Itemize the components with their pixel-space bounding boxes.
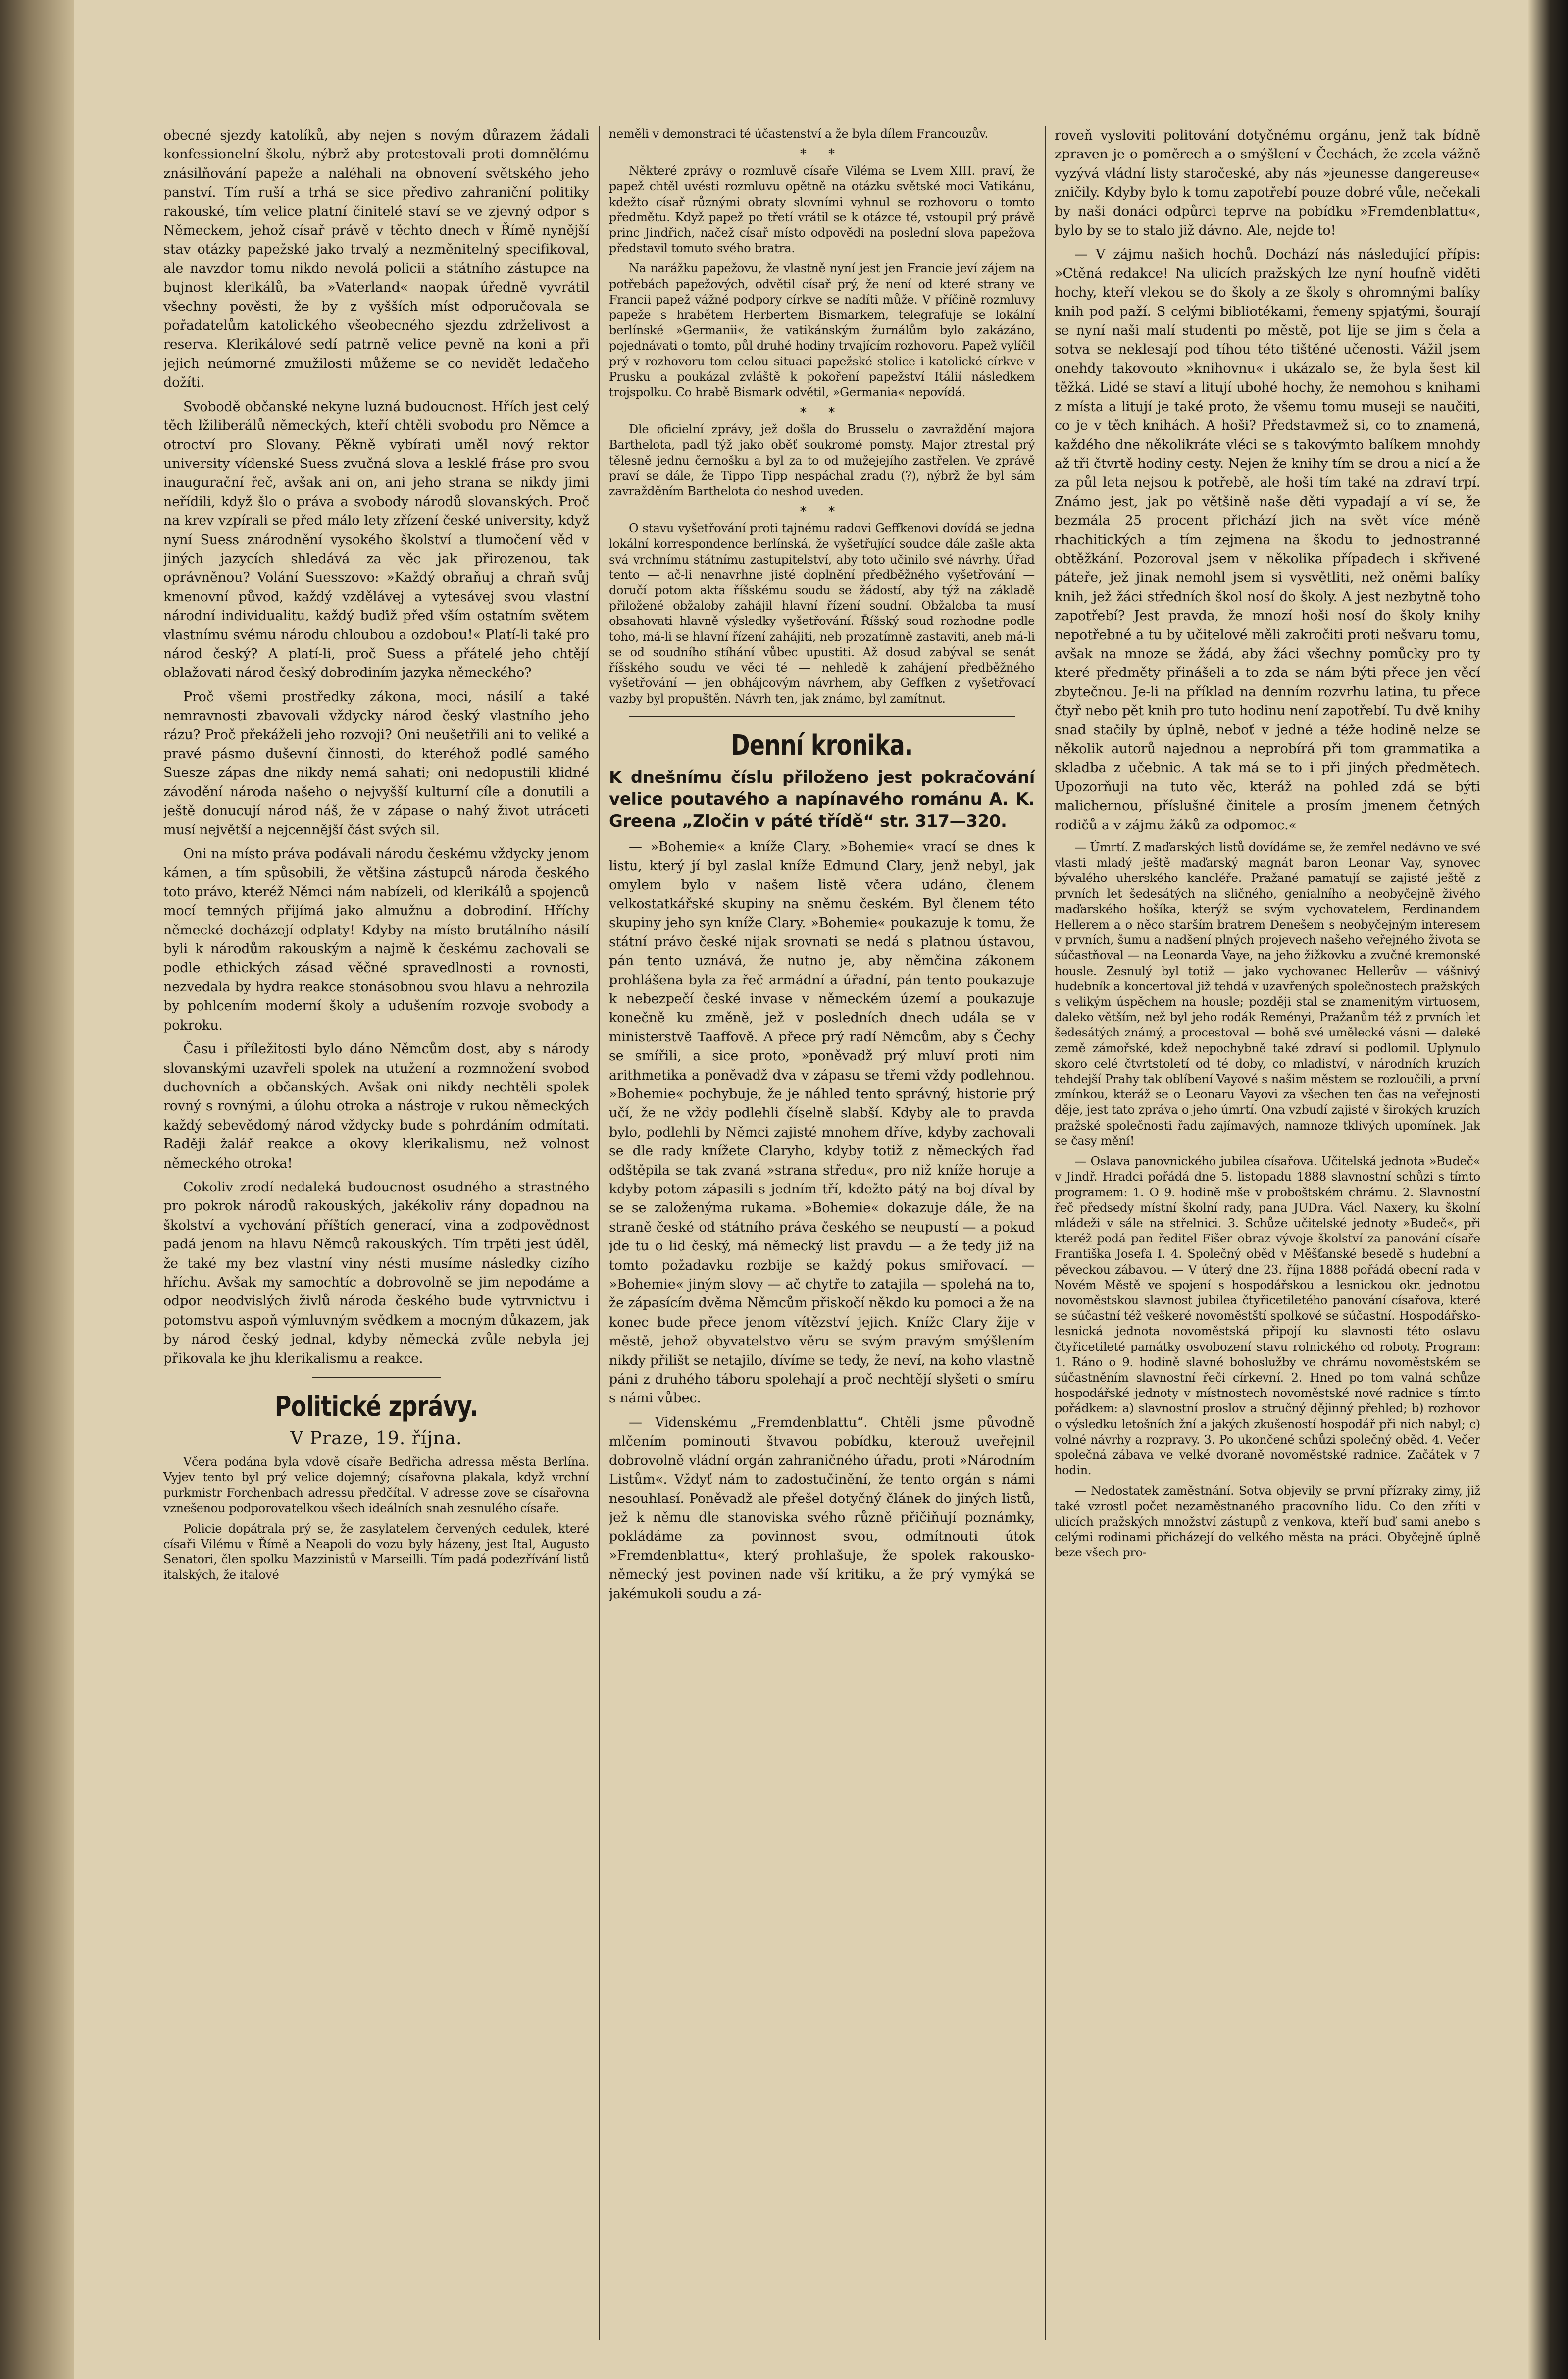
ornament-asterisks: * *: [800, 147, 844, 162]
news-item: — Oslava panovnického jubilea císařova. Učitelská jednota »Budeč« v Jindř. Hradci pořádá dne 5. listopadu 1888 slavnostní schůzi s tímto programem: 1. O 9. hodině mše v proboštském chrámu. 2. Slavnostní řeč předsedy místní školní rady, pana JUDra. Václ. Naxery, ku školní mládeži v sále na střelnici. 3. Schůze učitelské jednoty »Budeč«, při kteréž podá pan ředitel Fišer obraz vývoje školství za panování císaře Františka Josefa I. 4. Společný oběd v Měšťanské besedě s hudební a pěveckou zábavou. — V úterý dne 23. října 1888 pořádá obecní rada v Novém Městě ve spojení s hospodářskou a lesnickou okr. jednotou novoměstskou slavnost jubilea čtyřicetiletého panování císařova, které se súčastní též veškeré novoměstští spolkové se súčastní. Hospodářsko-lesnická jednota novoměstská připojí ku slavnosti této oslavu čtyřicetileté památky osvobození stavu rolnického od roboty. Program: 1. Ráno o 9. hodině slavné bohoslužby ve chrámu novoměstském se súčastněním slavnostní řeči církevní. 2. Hned po tom valná schůze hospodářské jednoty v místnostech novoměstské nové radnice s tímto pořádkem: a) slavnostní proslov a stručný dějinný přehled; b) rozhovor o výsledku letošních žní a jakých zkušeností hospodář při nich nabyl; c) volné návrhy a rozpravy. 3. Po ukončené schůzi společný oběd. 4. Večer společná zábava ve velké dvoraně novoměstské radnice. Začátek v 7 hodin.: [1055, 1154, 1480, 1478]
supplement-notice: K dnešnímu číslu přiloženo jest pokračování velice poutavého a napínavého románu A. K. Greena „Zločin v páté třídě“ str. 317—320.: [609, 767, 1035, 831]
column-middle: [609, 126, 1035, 2340]
chronicle-item: — »Bohemie« a kníže Clary. »Bohemie« vrací se dnes k listu, který jí byl zaslal kníže Edmund Clary, jenž nebyl, jak omylem bylo v našem listě včera udáno, členem velkostatkářské skupiny na sněmu českém. Byl členem této skupiny jeho syn kníže Clary. »Bohemie« poukazuje k tomu, že státní právo české nijak srovnati se nedá s platnou ústavou, pán tento uznává, že nutno je, aby němčina zákonem prohlášena byla za řeč armádní a úřadní, pán tento poukazuje k nebezpečí české invase v německém území a poukazuje konečně ku změně, jež v posledních dnech udála se v ministerstvě Taaffově. A přece prý radí Němcům, aby s Čechy se smířili, a sice proto, »poněvadž prý mluví proti nim arithmetika a poněvadž dva v zápasu se třemi vždy podlehnou. »Bohemie« pochybuje, že je náhled tento správný, historie prý učí, že ne vždy podlehli číselně slabší. Kdyby ale to pravda bylo, podlehli by Němci zajisté mnohem dříve, kdyby zachovali se dle rady knížete Claryho, kdyby totiž z německých řad odštěpila se tak zvaná »strana středu«, pro niž kníže horuje a kdyby potom zápasili s jedním tří, kdežto pátý na boj díval by se se založenýma rukama. »Bohemie« dokazuje dále, že na straně české od státního práva českého se neupustí — a pokud jde tu o lid český, má německý list pravdu — a že tedy již na tomto požadavku rozbije se každý pokus smiřovací. — »Bohemie« jiným slovy — ač chytře to zatajila — spolehá na to, že zápasícím dvěma Němcům přiskočí někdo ku pomoci a že na konec bude přece jenom vítězství jejich. Knížc Clary žije v městě, jehož obyvatelstvo věru se svým pravým smýšlením nikdy přilišt se netajilo, dívíme se tedy, že neví, na koho vlastně páni z druhého táboru spolehají a proč nechtějí slyšeti o smíru s námi vůbec.: [609, 839, 1035, 1406]
news-item: — Nedostatek zaměstnání. Sotva objevily se první přízraky zimy, již také vzrostl počet nezaměstnaného pracovního lidu. Co den zříti v ulicích pražských množství zástupů z venkova, kteří buď sami anebo s celými rodinami přicházejí do velkého města na práci. Obyčejně úplně beze všech pro-: [1055, 1484, 1480, 1560]
separator-rule: [629, 716, 1015, 717]
news-item: Policie dopátrala prý se, že zasylatelem červených cedulek, které císaři Vilému v Římě a Neapoli do vozu byly házeny, jest Ital, Augusto Senatori, člen spolku Mazzinistů v Marseilli. Tím padá podezřívání listů italských, že italové: [163, 1521, 589, 1582]
article-paragraph: Cokoliv zrodí nedaleká budoucnost osudného a strastného pro pokrok národů rakouských, jakékoliv rány dopadnou na školství a vychování příštích generací, vina a zodpovědnost padá jenom na hlavu Němců rakouských. Tím trpěti jest úděl, že také my bez vlastní viny nésti musíme následky cizího hříchu. Avšak my samochtíc a dobrovolně se jim nepodáme a odpor neodvislých živlů národa českého bude vytrvnictvu i potomstvu aspoň výmluvným svědkem a mocným důkazem, jak by národ český jednal, kdyby německá zvůle nebyla jej přikovala ke jhu klerikalismu a reakce.: [163, 1179, 589, 1366]
news-item: neměli v demonstraci té účastenství a že byla dílem Francouzův.: [609, 127, 988, 141]
chronicle-item: — V zájmu našich hochů. Dochází nás následující přípis: »Ctěná redakce! Na ulicích pražských lze nyní houfně viděti hochy, kteří vlekou se do školy a ze školy s ohromnými balíky knih pod paží. S celými bibliotékami, řemeny spjatými, šourají se nyní naši malí studenti po městě, pot lije se jim s čela a sotva se neklesají pod tíhou této tištěné učenosti. Vážil jsem onehdy takovouto »knihovnu« i ukázalo se, že byla šest kil těžká. Lidé se staví a litují ubohé hochy, že nemohou s knihami z místa a litují je také proto, že všemu tomu museji se naučiti, co je v těch knihách. A hoši? Představmež si, co to znamená, každého dne několikráte vléci se s takovýmto balíkem mnohdy až tři čtvrtě hodiny cesty. Nejen že knihy tím se drou a nicí a že za půl leta nejsou k potřebě, ale hoši tím také na zdraví trpí. Známo jest, jak po většině naše děti vypadají a ví se, že bezmála 25 procent přichází jich na svět více méně rhachitických a tím zejmena na škodu to jednostranné obtěžkání. Pozoroval jsem v několika případech i skřivené páteře, jež jinak nemohl jsem si vysvětliti, než oněmi balíky knih, jež žáci středních škol nosí do školy. A jest nezbytně toho zapotřebí? Jest pravda, že mnozí hoši nosí do školy knihy nepotřebné a tu by učitelové měli zakročiti proti nešvaru tomu, avšak na mnoze se žádá, aby žáci všechny pomůcky pro ty které předměty přinášeli a to zda se nám býti přece jen věcí zbytečnou. Je-li na příklad na denním rozvrhu latina, tu přece čtyř nebo pět knih pro tuto hodinu není zapotřebí. Tu dvě knihy snad stačily by úplně, neboť v jedné a téže hodině nelze se několik autorů najednou a neprobírá při tom grammatika a skladba z učebnic. A tak má se to i při jiných předmětech. Upozorňuji na tuto věc, kteráž na pohled zdá se býti malichernou, příslušné činitele a prosím jmenem četných rodičů a v zájmu žáků za odpomoc.«: [1055, 247, 1480, 833]
column-left: [163, 126, 589, 2340]
news-item: — Úmrtí. Z maďarských listů dovídáme se, že zemřel nedávno ve své vlasti mladý ještě maďarský magnát baron Leonar Vay, synovec bývalého uherského kancléře. Pražané pamatují se zajisté ještě z prvních let šedesátých na sličného, genialního a neobyčejně živého maďarského hošíka, kterýž se svým vychovatelem, Ferdinandem Hellerem a o něco starším bratrem Denešem s neobyčejným interesem v prvních, šumu a nadšení plných projevech našeho veřejného života se súčastňoval — na Leonarda Vaye, na jeho žižkovku a zvučné kremonské housle. Zesnulý byl totiž — jako vychovanec Hellerův — vášnivý hudebník a koncertoval již tehdá v uzavřených společnostech pražských s velikým úspěchem na housle; později stal se znamenitým virtuosem, daleko větším, než byl jeho rodák Reményi, Pražanům též z prvních let šedesátých známý, a procestoval — bohě své umělecké vásni — daleké země zámořské, kdež nepochybně také zdraví si podlomil. Uplynulo skoro celé čtvrtstoletí od té doby, co mladiství, v národních kruzích tehdejší Prahy tak oblíbení Vayové s našim městem se rozloučili, a první zmínkou, kteráž se o Leonaru Vayovi za všechen ten čas na veřejnosti děje, jest tato zpráva o jeho úmrtí. Ona vzbudí zajisté v širokých kruzích pražské společnosti řadu zajímavých, namnoze tklivých upomínek. Jak se časy mění!: [1055, 840, 1480, 1148]
chronicle-item: roveň vysloviti politování dotyčnému orgánu, jenž tak bídně zpraven je o poměrech a o smýšlení v Čechách, že zcela vážně vyzývá vládní listy staročeské, aby nás »jeunesse dangereuse« zničily. Kdyby bylo k tomu zapotřebí pouze dobré vůle, nečekali by naši donáci odpůrci teprve na pobídku »Fremdenblattu«, bylo by se to stalo již dávno. Ale, nejde to!: [1055, 128, 1480, 239]
article-paragraph: Svobodě občanské nekyne luzná budoucnost. Hřích jest celý těch lžiliberálů německých, kteří chtěli svobodu pro Němce a otroctví pro Slovany. Pěkně vybírati uměl nový rektor university vídenské Suess zvučná slova a lesklé fráse pro svou inaugurační řeč, avšak ani on, ani jeho strana se nikdy jimi neřídili, když šlo o práva a svobody národů slovanských. Proč na krev vzpírali se před málo lety zřízení české university, když nyní Suess znárodnění vysokého školství a tlumočení věd v jiných jazycích shledává za věc jak přirozenou, tak oprávněnou? Volání Suesszovo: »Každý obraňuj a chraň svůj kmenovní původ, každý vzdělávej a vytesávej svou vlastní národní individualitu, každý buďiž před vším ostatním světem vlastnímu svému národu chloubou a ozdobou!« Platí-li také pro národ český? A platí-li, proč Suess a přátelé jeho chtějí oblažovati národ český dobrodiním jazyka německého?: [163, 399, 589, 681]
section-title-chronicle: Denní kronika.: [731, 729, 913, 762]
column-rule: [1045, 126, 1046, 2340]
column-right: [1055, 126, 1480, 2340]
news-item: Některé zprávy o rozmluvě císaře Viléma se Lvem XIII. praví, že papež chtěl uvésti rozmluvu opětně na otázku světské moci Vatikánu, kdežto císař různými obraty slovními vyhnul se rozhovoru o tomto předmětu. Když papež po třetí vrátil se k otázce té, vstoupil prý právě princ Jindřich, načež císař místo odpovědi na poslední slova papežova představil tomuto svého bratra.: [609, 164, 1035, 256]
article-paragraph: obecné sjezdy katolíků, aby nejen s novým důrazem žádali konfessionelní školu, nýbrž aby protestovali proti domnělému znásilňování papeže a naléhali na obnovení světského jeho panství. Tím ruší a trhá se sice předivo zahraniční politiky rakouské, tím velice platní činitelé staví se ve zjevný odpor s Německem, jehož císař právě v těchto dnech v Římě nynější stav otázky papežské jako trvalý a nezměnitelný specifikoval, ale navzdor tomu nikdo nevolá policii a státního zástupce na bujnost klerikálů, ba »Vaterland« naopak úředně vyvrátil všechny pověsti, že by z vyšších míst odporučovala se pořadatelům katolického všeobecného sjezdu zdrželivost a reserva. Klerikálové sedí patrně velice pevně na koni a při jejich neúmorné zmužilosti můžeme se co nevidět ledačeho dožíti.: [163, 128, 589, 391]
chronicle-item: — Videnskému „Fremdenblattu“. Chtěli jsme původně mlčením pominouti štvavou pobídku, kterouž uveřejnil dobrovolně vládní orgán zahraničného úřadu, proti »Národním Listům«. Vždyť nám to zadostučinění, že tento orgán s námi nesouhlasí. Poněvadž ale přešel dotyčný článek do jiných listů, jež k němu dle stanoviska svého různě přičiňují poznámky, pokládáme za povinnost svou, odmítnouti útok »Fremdenblattu«, který prohlašuje, že spolek rakousko-německý jest povinen nade vší kritiku, a že prý vymýká se jakémukoli soudu a zá-: [609, 1414, 1035, 1602]
dateline: V Praze, 19. října.: [290, 1428, 462, 1448]
news-item: Včera podána byla vdově císaře Bedřicha adressa města Berlína. Vyjev tento byl prý velice dojemný; císařovna plakala, když vrchní purkmistr Forchenbach adressu předčítal. V adresse zove se císařovna vznešenou podporovatelkou všech ideálních snah zesnulého císaře.: [163, 1455, 589, 1515]
article-paragraph: Času i příležitosti bylo dáno Němcům dost, aby s národy slovanskými uzavřeli spolek na utužení a rozmnožení svobod duchovních a občanských. Avšak oni nikdy nechtěli spolek rovný s rovnými, a úlohu otroka a nástroje v rukou německých každý sebevědomý národ vždycky bude s pohrdáním odmítati. Raději žalář reakce a okovy klerikalismu, než volnost německého otroka!: [163, 1041, 589, 1171]
ornament-asterisks: * *: [800, 405, 844, 420]
separator-rule: [312, 1377, 441, 1378]
news-item: O stavu vyšetřování proti tajnému radovi Geffkenovi dovídá se jedna lokální korrespondence berlínská, že vyšetřující soudce dále zašle akta svá vrchnímu státnímu zastupitelství, aby toto učinilo své návrhy. Úřad tento — ač-li nenavrhne jisté doplnění předběžného vyšetřování — doručí potom akta říšskému soudu se žádostí, aby týž na základě přiložené obžaloby zahájil hlavní řízení soudní. Obžaloba ta musí obsahovati hlavně výsledky vyšetřování. Říšský soud rozhodne podle toho, má-li se hlavní řízení zahájiti, neb prozatímně zastaviti, aneb má-li se od soudního stíhání vůbec upustiti. Až dosud zabýval se senát říšského soudu ve věci té — nehledě k zahájení předběžného vyšetřování — jen obhájcovým návrhem, aby Geffken z vyšetřovací vazby byl propuštěn. Návrh ten, jak známo, byl zamítnut.: [609, 521, 1035, 706]
news-item: Na narážku papežovu, že vlastně nyní jest jen Francie jeví zájem na potřebách papežových, odvětil císař prý, že není od které strany ve Francii papež vážné podpory církve se nadíti může. V příčině rozmluvy papeže s hrabětem Herbertem Bismarkem, telegrafuje se lokální berlínské »Germanii«, že vatikánským žurnálům bylo zakázáno, pojednávati o tomto, půl druhé hodiny trvajícím rozhovoru. Papež vylíčil prý v rozhovoru tom celou situaci papežské stolice i katolické církve v Prusku a poukázal zvláště k pokoření papežství Itálií následkem trojspolku. Co hrabě Bismark odvětil, »Germania« nepovídá.: [609, 261, 1035, 400]
scan-edge-left: [0, 0, 74, 2379]
column-rule: [599, 126, 600, 2340]
ornament-asterisks: * *: [800, 504, 844, 519]
newspaper-page: [163, 126, 1480, 2340]
news-item: Dle oficielní zprávy, jež došla do Brusselu o zavraždění majora Barthelota, padl týž jako oběť soukromé pomsty. Major ztrestal prý tělesně jednu černošku a byl za to od mužejejího zastřelen. Ve zprávě praví se dále, že Tippo Tipp nespáchal zradu (?), nýbrž že byl sám zavražděním Barthelota do neshod uveden.: [609, 422, 1035, 499]
scan-edge-right: [1528, 0, 1568, 2379]
article-paragraph: Oni na místo práva podávali národu českému vždycky jenom kámen, a tím spůsobili, že většina zástupců národa českého toto právo, kteréž Němci nám nabízeli, od klerikálů a spojenců mocí temných přijímá jako almužnu a dobrodiní. Hříchy německé docházejí odplaty! Kdyby na místo brutálního násilí byli k národům rakouským a najmě k českému zachovali se podle ethických zásad věčné spravedlnosti a rovnosti, nezvedala by hydra reakce stonásobnou svou hlavu a nehrozila by pohlcením moderní školy a udušením rozvoje svobody a pokroku.: [163, 846, 589, 1033]
section-title-politics: Politické zprávy.: [274, 1391, 478, 1423]
article-paragraph: Proč všemi prostředky zákona, moci, násilí a také nemravnosti zbavovali vždycky národ český vlastního jeho rázu? Proč překáželi jeho rozvoji? Oni neušetřili ani to veliké a pravé pásmo duševní činnosti, do kteréhož podlé samého Suesze zápas dne nikdy nemá sahati; oni nedopustili klidné závodění národa našeho o nejvyšší kulturní cíle a donutili a ještě donucují národ náš, že v zápase o nahý život utráceti musí největší a nejcennější část svých sil.: [163, 689, 589, 838]
